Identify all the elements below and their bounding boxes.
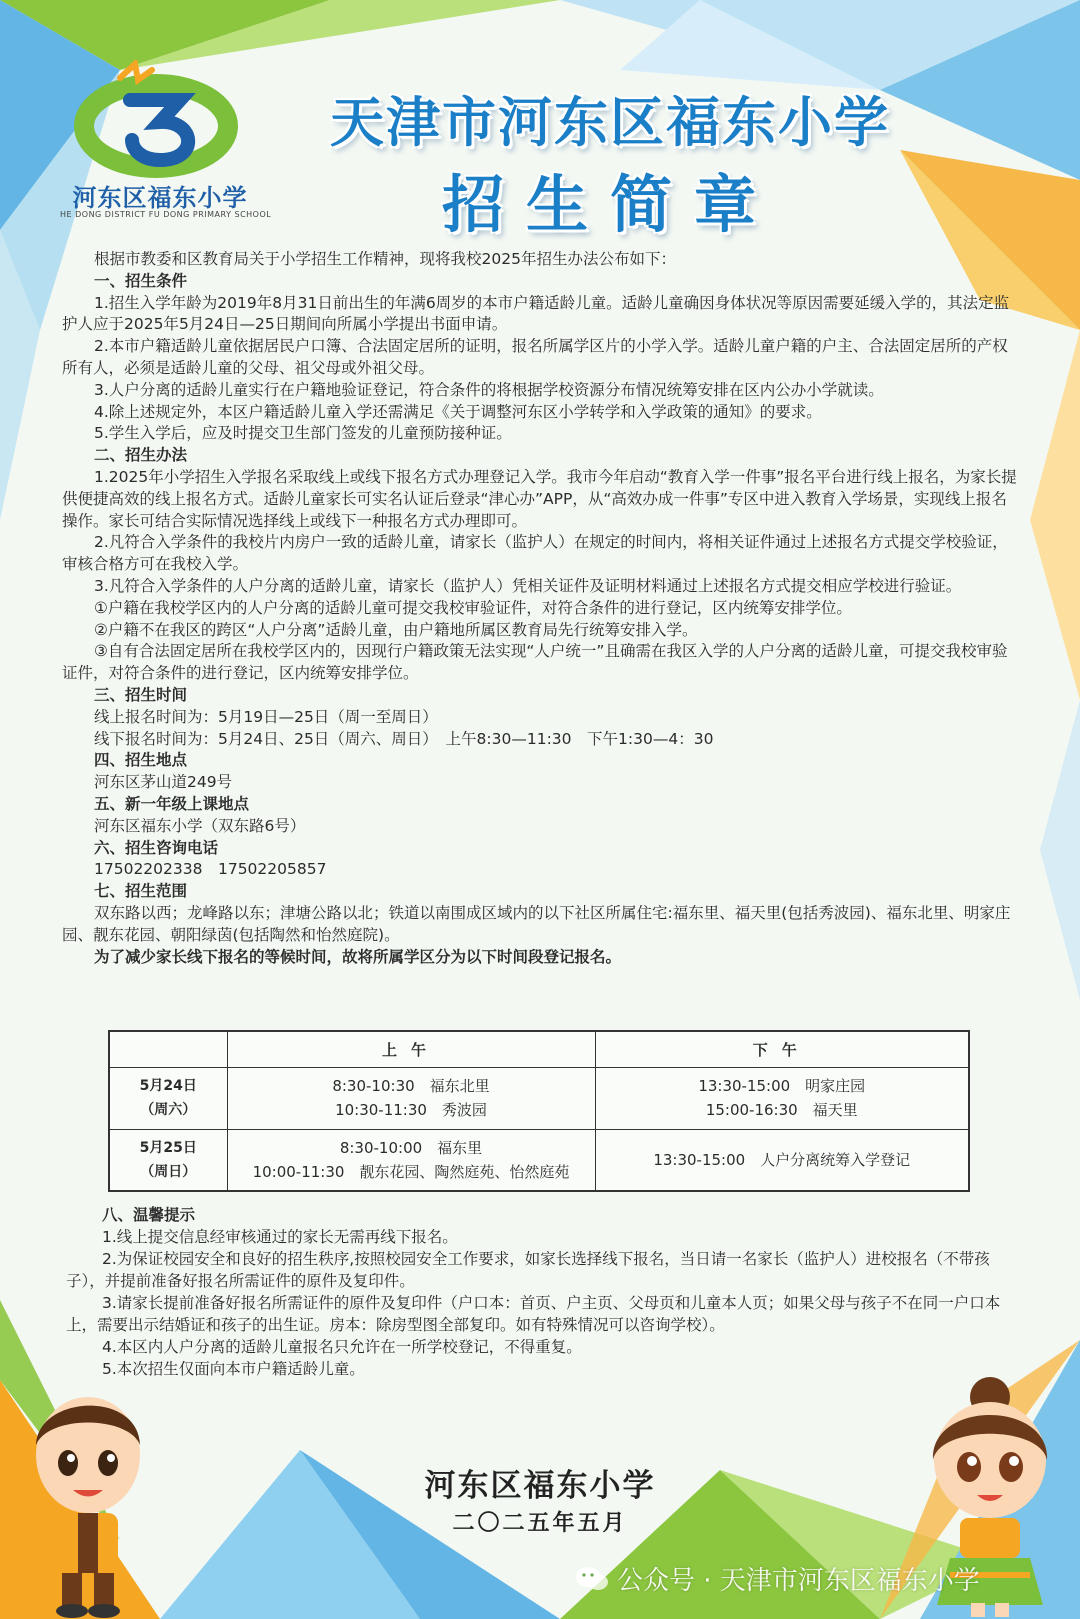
pm-cell (595, 1067, 969, 1129)
method-subitem: ③自有合法固定居所在我校学区内的，因现行户籍政策无法实现“人户统一”且确需在我区入学的人户分离的适龄儿童，可提交我校审验证件，对符合条件的进行登记，区内统筹安排学位。 (62, 642, 1008, 683)
section-heading-methods: 二、招生办法 (94, 446, 188, 465)
weekday-label: （周日） (140, 1163, 197, 1180)
section-heading-tips: 八、温馨提示 (102, 1206, 196, 1224)
am-slot: 8:30-10:30 福东北里 (332, 1077, 490, 1095)
page-subtitle: 招生简章 (441, 168, 778, 241)
section-heading-range: 七、招生范围 (94, 882, 188, 901)
class-location-text: 河东区福东小学（双东路6号） (94, 816, 306, 835)
condition-item: 1.招生入学年龄为2019年8月31日前出生的年满6周岁的本市户籍适龄儿童。适龄儿童确因身体状况等原因需要延缓入学的，其法定监护人应于2025年5月24日—25日期间向所属小学提出书面申请。 (62, 293, 1010, 334)
condition-item: 5.学生入学后，应及时提交卫生部门签发的儿童预防接种证。 (94, 424, 512, 443)
date-cell (109, 1067, 227, 1129)
watermark-text: 公众号 · 天津市河东区福东小学 (617, 1566, 980, 1596)
logo-school-name: 河东区福东小学 (72, 184, 248, 212)
footer-date: 二〇二五年五月 (452, 1511, 628, 1536)
pm-slot: 13:30-15:00 明家庄园 (698, 1077, 866, 1095)
condition-item: 2.本市户籍适龄儿童依据居民户口簿、合法固定居所的证明，报名所属学区片的小学入学。适龄儿童户籍的户主、合法固定居所的产权所有人，必须是适龄儿童的父母、祖父母或外祖父母。 (62, 337, 1008, 377)
tip-item: 2.为保证校园安全和良好的招生秩序,按照校园安全工作要求，如家长选择线下报名，当日请一名家长（监护人）进校报名（不带孩子），并提前准备好报名所需证件的原件及复印件。 (66, 1250, 990, 1290)
table-row (109, 1129, 969, 1191)
footer-school-name: 河东区福东小学 (424, 1468, 656, 1504)
am-cell (227, 1129, 595, 1191)
section-heading-time: 三、招生时间 (94, 685, 188, 704)
am-cell (227, 1067, 595, 1129)
cartoon-boy-icon (18, 1385, 158, 1619)
schedule-table (108, 1030, 970, 1192)
location-text: 河东区茅山道249号 (94, 773, 233, 792)
logo-emblem-icon (60, 60, 260, 180)
wechat-watermark (575, 1560, 1055, 1597)
am-slot: 10:00-11:30 靓东花园、陶然庭苑、怡然庭苑 (252, 1162, 570, 1181)
table-header-empty (109, 1031, 227, 1067)
tips-section (66, 1204, 1026, 1380)
intro-text: 根据市教委和区教育局关于小学招生工作精神，现将我校2025年招生办法公布如下： (94, 250, 676, 268)
table-header-pm: 下午 (595, 1031, 969, 1067)
online-time: 线上报名时间为：5月19日—25日（周一至周日） (94, 707, 438, 726)
pm-slot: 15:00-16:30 福天里 (705, 1101, 858, 1119)
method-item: 2.凡符合入学条件的我校片内房户一致的适龄儿童，请家长（监护人）在规定的时间内，将相关证件通过上述报名方式提交学校验证，审核合格方可在我校入学。 (62, 533, 1008, 574)
school-logo (60, 60, 280, 230)
range-text: 双东路以西；龙峰路以东；津塘公路以北；铁道以南围成区域内的以下社区所属住宅:福东里、福天里(包括秀波园)、福东北里、明家庄园、靓东花园、朝阳绿茵(包括陶然和怡然庭院)。 (62, 903, 1011, 944)
wechat-icon (575, 1565, 609, 1593)
offline-time: 线下报名时间为：5月24日、25日（周六、周日） 上午8:30—11:30 下午1:30—4：30 (94, 729, 714, 748)
pm-cell (595, 1129, 969, 1191)
schedule-note: 为了减少家长线下报名的等候时间，故将所属学区分为以下时间段登记报名。 (94, 947, 622, 966)
condition-item: 4.除上述规定外，本区户籍适龄儿童入学还需满足《关于调整河东区小学转学和入学政策的通知》的要求。 (94, 402, 822, 421)
am-slot: 10:30-11:30 秀波园 (335, 1101, 487, 1119)
tip-item: 1.线上提交信息经审核通过的家长无需再线下报名。 (102, 1228, 458, 1246)
tip-item: 3.请家长提前准备好报名所需证件的原件及复印件（户口本：首页、户主页、父母页和儿童本人页；如果父母与孩子不在同一户口本上，需要出示结婚证和孩子的出生证。房本：除房型图全部复印。如有特殊情况可以咨询学校）。 (66, 1294, 1001, 1334)
am-slot: 8:30-10:00 福东里 (339, 1138, 483, 1157)
date-label: 5月25日 (139, 1139, 197, 1156)
table-header-row (109, 1031, 969, 1067)
condition-item: 3.人户分离的适龄儿童实行在户籍地验证登记，符合条件的将根据学校资源分布情况统筹安排在区内公办小学就读。 (94, 380, 884, 399)
method-subitem: ①户籍在我校学区内的人户分离的适龄儿童可提交我校审验证件，对符合条件的进行登记，区内统筹安排学位。 (94, 598, 852, 617)
section-heading-conditions: 一、招生条件 (94, 271, 188, 290)
pm-slot: 13:30-15:00 人户分离统筹入学登记 (653, 1150, 911, 1169)
section-heading-phone: 六、招生咨询电话 (94, 838, 219, 857)
method-subitem: ②户籍不在我区的跨区“人户分离”适龄儿童，由户籍地所属区教育局先行统筹安排入学。 (94, 620, 698, 639)
tip-item: 5.本次招生仅面向本市户籍适龄儿童。 (102, 1360, 365, 1378)
date-cell (109, 1129, 227, 1191)
section-heading-class-location: 五、新一年级上课地点 (94, 794, 250, 813)
logo-english-name: HE DONG DISTRICT FU DONG PRIMARY SCHOOL (60, 210, 272, 219)
tip-item: 4.本区内人户分离的适龄儿童报名只允许在一所学校登记，不得重复。 (102, 1338, 582, 1356)
method-item: 3.凡符合入学条件的人户分离的适龄儿童，请家长（监护人）凭相关证件及证明材料通过上述报名方式提交相应学校进行验证。 (94, 576, 962, 595)
page-title: 天津市河东区福东小学 (330, 91, 890, 154)
table-header-am: 上午 (227, 1031, 595, 1067)
table-row (109, 1067, 969, 1129)
date-label: 5月24日 (139, 1078, 197, 1094)
method-item: 1.2025年小学招生入学报名采取线上或线下报名方式办理登记入学。我市今年启动“教育入学一件事”报名平台进行线上报名，为家长提供便捷高效的线上报名方式。适龄儿童家长可实名认证后登录“津心办”APP，从“高效办成一件事”专区中进入教育入学场景，实现线上报名操作。家长可结合实际情况选择线上或线下一种报名方式办理即可。 (62, 467, 1017, 530)
admission-content (62, 249, 1022, 968)
phone-text: 17502202338 17502205857 (94, 860, 327, 879)
section-heading-location: 四、招生地点 (94, 751, 188, 770)
weekday-label: （周六） (140, 1102, 197, 1118)
